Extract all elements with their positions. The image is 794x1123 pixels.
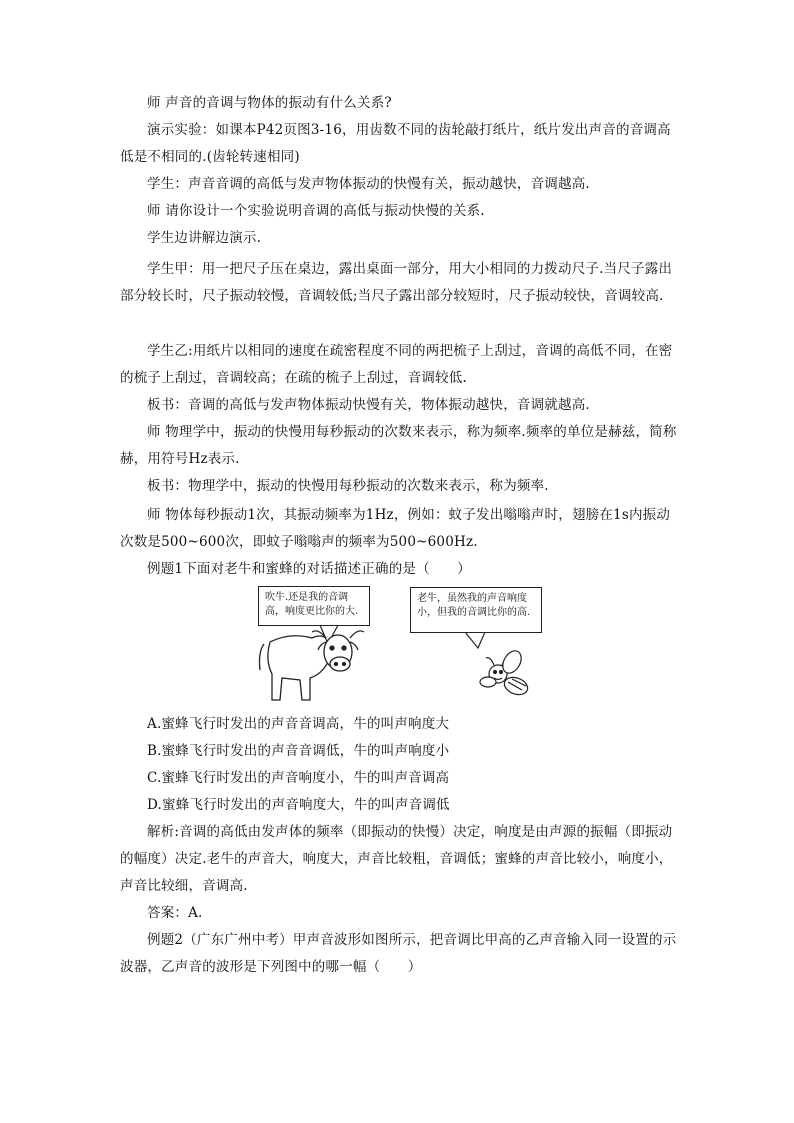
paragraph-board-1: 板书：音调的高低与发声物体振动快慢有关，物体振动越快，音调就越高. <box>147 397 590 413</box>
paragraph-student-answer: 学生：声音音调的高低与发声物体振动的快慢有关，振动越快，音调越高. <box>147 176 590 192</box>
paragraph-board-2: 板书：物理学中，振动的快慢用每秒振动的次数来表示，称为频率. <box>147 478 549 494</box>
cow-figure <box>260 631 365 700</box>
bee-speech-bubble: 老牛，虽然我的声音响度小，但我的音调比你的高. <box>410 587 542 633</box>
paragraph-example-2: 例题2（广东广州中考）甲声音波形如图所示，把音调比甲高的乙声音输入同一设置的示波器，乙声音的波形是下列图中的哪一幅（ ） <box>120 932 677 975</box>
paragraph-example-1: 例题1下面对老牛和蜜蜂的对话描述正确的是（ ） <box>147 561 471 577</box>
option-c: C.蜜蜂飞行时发出的声音响度小，牛的叫声音调高 <box>147 770 450 786</box>
paragraph-student-b: 学生乙:用纸片以相同的速度在疏密程度不同的两把梳子上刮过，音调的高低不同，在密的梳子上刮过，音调较高；在疏的梳子上刮过，音调较低. <box>120 343 673 386</box>
paragraph-student-a: 学生甲：用一把尺子压在桌边，露出桌面一部分，用大小相同的力拨动尺子.当尺子露出部分较长时，尺子振动较慢，音调较低;当尺子露出部分较短时，尺子振动较快，音调较高. <box>120 261 673 304</box>
paragraph-teacher-hz: 师 物体每秒振动1次，其振动频率为1Hz，例如：蚊子发出嗡嗡声时，翅膀在1s内振动次数是500~600次，即蚊子嗡嗡声的频率为500~600Hz. <box>120 507 671 550</box>
paragraph-answer: 答案：A. <box>147 905 203 921</box>
paragraph-student-demo: 学生边讲解边演示. <box>147 230 262 246</box>
cow-speech-bubble: 吹牛.还是我的音调高，响度更比你的大. <box>258 586 370 626</box>
paragraph-teacher-frequency: 师 物理学中，振动的快慢用每秒振动的次数来表示，称为频率.频率的单位是赫兹，简称赫，用符号Hz表示. <box>120 424 677 467</box>
option-a: A.蜜蜂飞行时发出的声音音调高，牛的叫声响度大 <box>147 716 450 732</box>
paragraph-teacher-question: 师 声音的音调与物体的振动有什么关系? <box>147 95 392 111</box>
paragraph-analysis: 解析:音调的高低由发声体的频率（即振动的快慢）决定，响度是由声源的振幅（即振动的幅度）决定.老牛的声音大，响度大，声音比较粗，音调低；蜜蜂的声音比较小，响度小，声音比较细，音调高. <box>120 824 673 894</box>
option-b: B.蜜蜂飞行时发出的声音音调低，牛的叫声响度小 <box>147 743 450 759</box>
paragraph-demo-experiment: 演示实验：如课本P42页图3-16，用齿数不同的齿轮敲打纸片，纸片发出声音的音调高低是不相同的.(齿轮转速相同) <box>120 122 671 165</box>
bee-figure <box>480 648 530 698</box>
cow-bee-illustration <box>250 582 550 712</box>
option-d: D.蜜蜂飞行时发出的声音响度大，牛的叫声音调低 <box>147 797 450 813</box>
paragraph-teacher-design: 师 请你设计一个实验说明音调的高低与振动快慢的关系. <box>147 203 485 219</box>
